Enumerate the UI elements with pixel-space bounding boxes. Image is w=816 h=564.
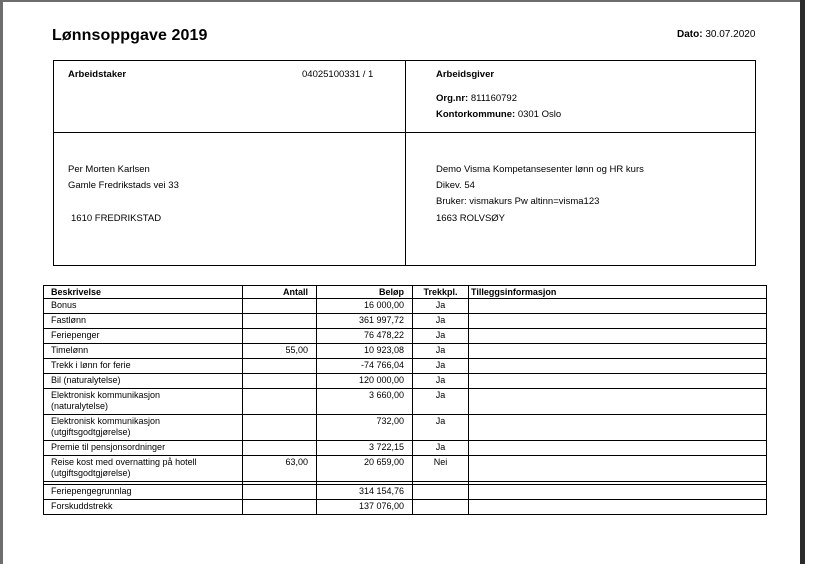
employer-user: Bruker: vismakurs Pw altinn=visma123 xyxy=(436,196,600,207)
cell-tilleggsinformasjon xyxy=(469,500,767,515)
cell-antall xyxy=(243,441,317,456)
cell-tilleggsinformasjon xyxy=(469,389,767,415)
cell-belop: 3 722,15 xyxy=(317,441,413,456)
header-belop: Beløp xyxy=(317,286,413,299)
date-value: 30.07.2020 xyxy=(705,29,756,40)
header-tilleggsinformasjon: Tilleggsinformasjon xyxy=(469,286,767,299)
employer-street: Dikev. 54 xyxy=(436,180,475,191)
cell-trekkpl: Ja xyxy=(413,329,469,344)
kontorkommune-value: 0301 Oslo xyxy=(517,109,562,120)
cell-antall xyxy=(243,485,317,500)
cell-beskrivelse-line1: Elektronisk kommunikasjon xyxy=(51,416,161,426)
cell-beskrivelse-line2: (utgiftsgodtgjørelse) xyxy=(51,468,131,478)
income-table xyxy=(43,285,767,515)
cell-antall xyxy=(243,415,317,441)
cell-tilleggsinformasjon xyxy=(469,344,767,359)
cell-beskrivelse xyxy=(44,389,243,415)
cell-trekkpl: Ja xyxy=(413,359,469,374)
cell-beskrivelse: Premie til pensjonsordninger xyxy=(44,441,243,456)
table-row xyxy=(44,299,767,314)
cell-belop: 732,00 xyxy=(317,415,413,441)
employee-id: 04025100331 / 1 xyxy=(302,69,374,80)
cell-beskrivelse-line2: (utgiftsgodtgjørelse) xyxy=(51,427,131,437)
cell-antall xyxy=(243,374,317,389)
cell-tilleggsinformasjon xyxy=(469,359,767,374)
cell-trekkpl: Ja xyxy=(413,299,469,314)
window-frame-left xyxy=(0,0,3,564)
header-trekkpl: Trekkpl. xyxy=(413,286,469,299)
employee-name: Per Morten Karlsen xyxy=(68,164,150,175)
cell-trekkpl: Ja xyxy=(413,314,469,329)
cell-tilleggsinformasjon xyxy=(469,456,767,482)
cell-antall xyxy=(243,329,317,344)
employer-orgnr xyxy=(436,93,517,104)
cell-belop: 120 000,00 xyxy=(317,374,413,389)
cell-trekkpl: Ja xyxy=(413,389,469,415)
cell-beskrivelse: Forskuddstrekk xyxy=(44,500,243,515)
cell-belop: 3 660,00 xyxy=(317,389,413,415)
cell-antall xyxy=(243,500,317,515)
window-frame-top xyxy=(0,0,800,2)
kontorkommune-label: Kontorkommune: xyxy=(436,109,516,120)
cell-tilleggsinformasjon xyxy=(469,441,767,456)
cell-trekkpl: Ja xyxy=(413,415,469,441)
cell-belop: 314 154,76 xyxy=(317,485,413,500)
cell-beskrivelse: Bil (naturalytelse) xyxy=(44,374,243,389)
table-row xyxy=(44,374,767,389)
totals-row xyxy=(44,500,767,515)
header-beskrivelse: Beskrivelse xyxy=(44,286,243,299)
orgnr-label: Org.nr: xyxy=(436,93,469,104)
cell-antall xyxy=(243,359,317,374)
parties-box xyxy=(53,60,756,266)
cell-tilleggsinformasjon xyxy=(469,374,767,389)
cell-beskrivelse: Timelønn xyxy=(44,344,243,359)
cell-antall xyxy=(243,314,317,329)
totals-row xyxy=(44,485,767,500)
cell-beskrivelse xyxy=(44,415,243,441)
header-antall: Antall xyxy=(243,286,317,299)
table-row xyxy=(44,389,767,415)
cell-trekkpl xyxy=(413,485,469,500)
employee-postal: 1610 FREDRIKSTAD xyxy=(71,213,162,224)
cell-beskrivelse: Feriepenger xyxy=(44,329,243,344)
cell-trekkpl: Ja xyxy=(413,441,469,456)
table-row xyxy=(44,344,767,359)
employee-street: Gamle Fredrikstads vei 33 xyxy=(68,180,179,191)
cell-antall: 63,00 xyxy=(243,456,317,482)
cell-beskrivelse: Bonus xyxy=(44,299,243,314)
cell-belop: 20 659,00 xyxy=(317,456,413,482)
cell-tilleggsinformasjon xyxy=(469,299,767,314)
cell-trekkpl: Ja xyxy=(413,344,469,359)
cell-beskrivelse-line1: Reise kost med overnatting på hotell xyxy=(51,457,197,467)
employer-heading: Arbeidsgiver xyxy=(436,69,495,80)
cell-tilleggsinformasjon xyxy=(469,314,767,329)
cell-beskrivelse-line1: Elektronisk kommunikasjon xyxy=(51,390,161,400)
cell-belop: 76 478,22 xyxy=(317,329,413,344)
cell-beskrivelse: Trekk i lønn for ferie xyxy=(44,359,243,374)
cell-belop: 10 923,08 xyxy=(317,344,413,359)
page-background-right xyxy=(805,0,816,564)
employer-postal: 1663 ROLVSØY xyxy=(436,213,506,224)
cell-antall xyxy=(243,389,317,415)
cell-trekkpl: Nei xyxy=(413,456,469,482)
table-header-row xyxy=(44,286,767,299)
cell-antall: 55,00 xyxy=(243,344,317,359)
parties-box-divider-vertical xyxy=(405,61,406,265)
table-row xyxy=(44,329,767,344)
table-row xyxy=(44,441,767,456)
cell-belop: 361 997,72 xyxy=(317,314,413,329)
cell-belop: 16 000,00 xyxy=(317,299,413,314)
table-row xyxy=(44,456,767,482)
cell-belop: 137 076,00 xyxy=(317,500,413,515)
document-title: Lønnsoppgave 2019 xyxy=(52,27,208,44)
date-label: Dato: xyxy=(677,29,703,40)
table-row xyxy=(44,359,767,374)
employee-heading: Arbeidstaker xyxy=(68,69,127,80)
cell-beskrivelse xyxy=(44,456,243,482)
cell-trekkpl xyxy=(413,500,469,515)
employer-name: Demo Visma Kompetansesenter lønn og HR kurs xyxy=(436,164,644,175)
cell-antall xyxy=(243,299,317,314)
cell-beskrivelse: Feriepengegrunnlag xyxy=(44,485,243,500)
table-row xyxy=(44,415,767,441)
employer-kontorkommune xyxy=(436,109,561,120)
table-row xyxy=(44,314,767,329)
cell-trekkpl: Ja xyxy=(413,374,469,389)
document-date xyxy=(677,29,755,40)
cell-beskrivelse: Fastlønn xyxy=(44,314,243,329)
cell-belop: -74 766,04 xyxy=(317,359,413,374)
orgnr-value: 811160792 xyxy=(470,93,517,104)
cell-tilleggsinformasjon xyxy=(469,485,767,500)
cell-tilleggsinformasjon xyxy=(469,415,767,441)
cell-beskrivelse-line2: (naturalytelse) xyxy=(51,401,109,411)
cell-tilleggsinformasjon xyxy=(469,329,767,344)
